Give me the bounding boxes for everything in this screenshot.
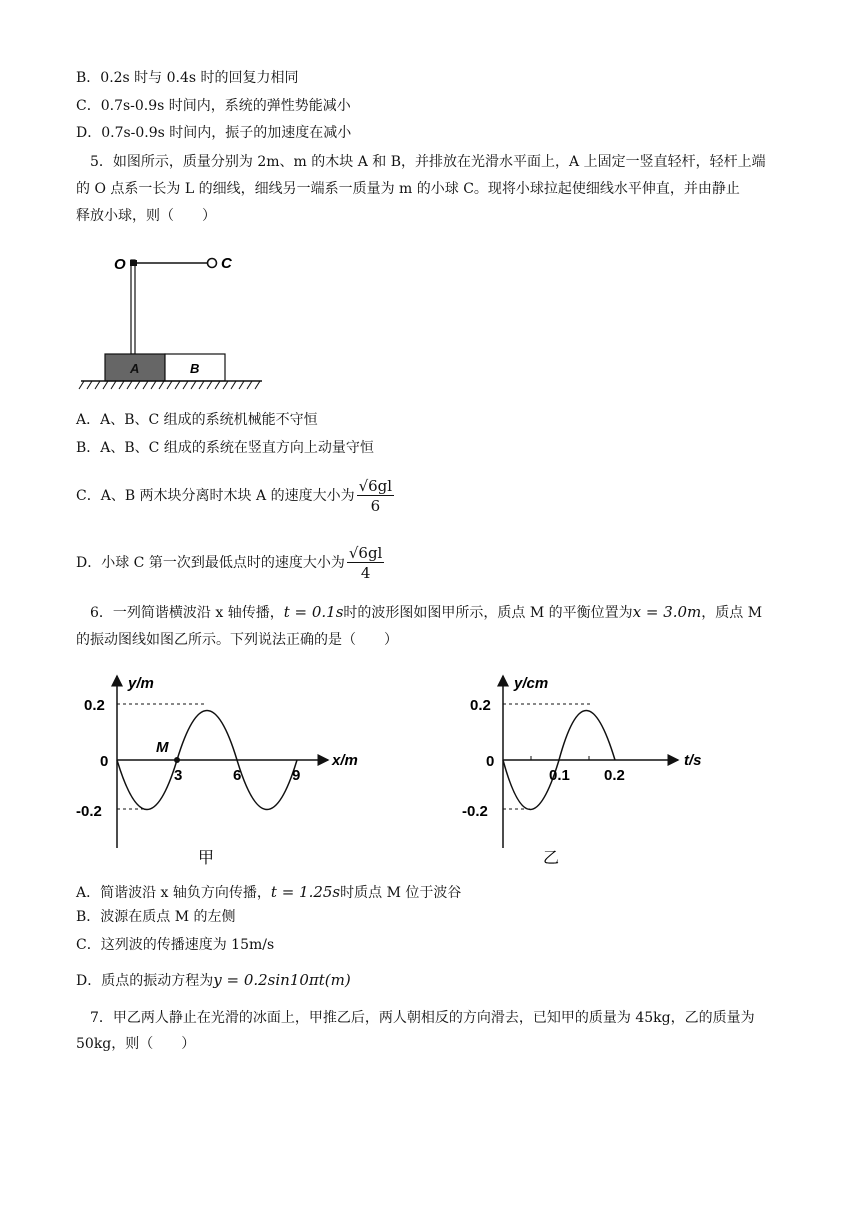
fraction-numerator: √6gl (358, 476, 393, 495)
jia-point-m (174, 757, 180, 763)
q4-option-c: C．0.7s-0.9s 时间内，系统的弹性势能减小 (76, 98, 351, 114)
yi-caption: 乙 (543, 850, 560, 867)
q4-option-d: D．0.7s-0.9s 时间内，振子的加速度在减小 (76, 125, 352, 141)
jia-point-m-label: M (156, 739, 169, 756)
label-a: A (130, 361, 140, 376)
q6-option-a-part: A．简谐波沿 x 轴负方向传播， (76, 885, 271, 901)
q6-option-a-part: 时质点 M 位于波谷 (340, 885, 462, 901)
q6-option-a-time: t = 1.25s (270, 883, 341, 901)
yi-y-tick: -0.2 (462, 803, 488, 820)
q5-option-d-text: D．小球 C 第一次到最低点时的速度大小为 (76, 555, 345, 571)
jia-y-tick: 0 (100, 753, 109, 770)
q5-stem-line1: 5．如图所示，质量分别为 2m、m 的木块 A 和 B，并排放在光滑水平面上，A 上固定一竖直轻杆，轻杆上端 (90, 154, 766, 170)
jia-x-tick: 9 (292, 767, 301, 784)
fraction-denominator: 4 (360, 563, 371, 582)
yi-x-axis-label: t/s (684, 752, 702, 769)
q5-stem-line2: 的 O 点系一长为 L 的细线，细线另一端系一质量为 m 的小球 C。现将小球拉起使细线水平伸直，并由静止 (76, 181, 740, 197)
q5-figure (76, 240, 276, 395)
fraction-denominator: 6 (370, 496, 381, 515)
jia-y-tick: -0.2 (76, 803, 102, 820)
jia-x-tick: 6 (233, 767, 242, 784)
q6-figure-yi (450, 668, 730, 873)
yi-x-tick: 0.1 (549, 767, 570, 784)
q6-option-c: C．这列波的传播速度为 15m/s (76, 937, 275, 953)
q5-option-d (76, 537, 384, 589)
q5-option-b: B．A、B、C 组成的系统在竖直方向上动量守恒 (76, 440, 374, 456)
yi-x-tick: 0.2 (604, 767, 625, 784)
q5-option-a: A．A、B、C 组成的系统机械能不守恒 (76, 412, 318, 428)
q6-option-d (76, 970, 351, 991)
yi-y-tick: 0 (486, 753, 495, 770)
jia-x-tick: 3 (174, 767, 183, 784)
q6-stem-part: 6．一列简谐横波沿 x 轴传播， (90, 605, 284, 621)
q6-stem-line1 (90, 602, 762, 623)
q6-stem-part: 时的波形图如图甲所示，质点 M 的平衡位置为 (343, 605, 633, 621)
jia-x-axis-label: x/m (332, 752, 358, 769)
q6-option-d-equation: y = 0.2sin10πt(m) (213, 971, 351, 989)
q4-option-b: B．0.2s 时与 0.4s 时的回复力相同 (76, 70, 299, 86)
label-o: O (114, 256, 126, 273)
label-b: B (190, 361, 200, 376)
q6-option-b: B．波源在质点 M 的左侧 (76, 909, 236, 925)
q5-option-d-fraction (347, 544, 385, 583)
q5-option-c (76, 470, 394, 522)
q6-stem-position: x = 3.0m (632, 603, 702, 621)
q5-option-c-text: C．A、B 两木块分离时木块 A 的速度大小为 (76, 488, 355, 504)
q6-stem-line2: 的振动图线如图乙所示。下列说法正确的是（ ） (76, 632, 398, 648)
q6-option-d-part: D．质点的振动方程为 (76, 973, 214, 989)
q7-stem-line1: 7．甲乙两人静止在光滑的冰面上，甲推乙后，两人朝相反的方向滑去，已知甲的质量为 45kg，乙的质量为 (90, 1010, 755, 1026)
label-c: C (221, 255, 232, 272)
yi-y-axis-label: y/cm (514, 675, 549, 692)
q5-stem-line3: 释放小球，则（ ） (76, 208, 216, 224)
q6-option-a (76, 882, 461, 903)
jia-y-axis-label: y/m (128, 675, 154, 692)
jia-y-tick: 0.2 (84, 697, 105, 714)
yi-y-tick: 0.2 (470, 697, 491, 714)
fraction-numerator: √6gl (348, 543, 383, 562)
q6-stem-time: t = 0.1s (283, 603, 344, 621)
q5-option-c-fraction (357, 477, 395, 516)
q6-stem-part: ，质点 M (701, 605, 763, 621)
q7-stem-line2: 50kg，则（ ） (76, 1036, 196, 1052)
jia-caption: 甲 (198, 850, 215, 867)
q6-figure-jia (70, 668, 370, 873)
